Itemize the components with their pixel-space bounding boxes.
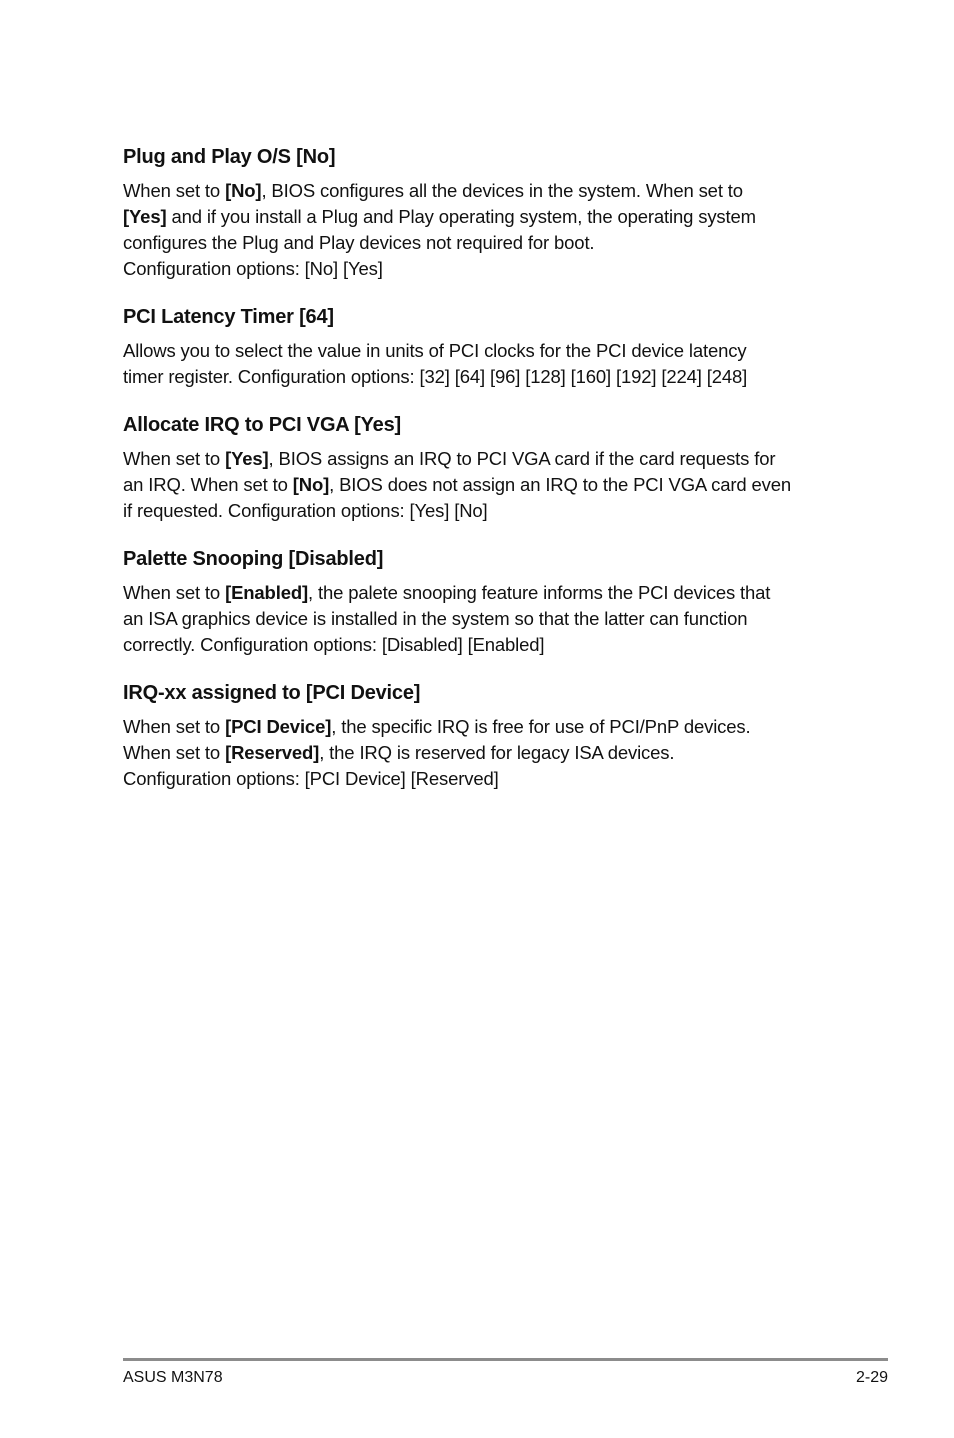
section-heading: Allocate IRQ to PCI VGA [Yes] <box>123 414 401 436</box>
section-plug-and-play <box>123 144 853 282</box>
footer-divider <box>123 1358 888 1361</box>
footer-page-number: 2-29 <box>855 1369 888 1386</box>
page-content <box>123 144 853 814</box>
section-irq-assigned <box>123 680 853 792</box>
footer-product-name: ASUS M3N78 <box>123 1369 223 1386</box>
section-body: When set to [Enabled], the palete snooping feature informs the PCI devices that an ISA graphics device is installed in the system so that the latter can function correctly. Configuration options: [Disabled] [Enabled] <box>123 582 771 655</box>
section-pci-latency-timer <box>123 304 853 390</box>
section-heading: IRQ-xx assigned to [PCI Device] <box>123 682 421 704</box>
section-allocate-irq-vga <box>123 412 853 524</box>
section-heading: PCI Latency Timer [64] <box>123 306 334 328</box>
section-heading: Palette Snooping [Disabled] <box>123 548 384 570</box>
section-body: When set to [No], BIOS configures all the devices in the system. When set to [Yes] and if you install a Plug and Play operating system, the operating system configures the Plug and Play devices not required for boot. Configuration options: [No] [Yes] <box>123 180 756 279</box>
section-body: Allows you to select the value in units of PCI clocks for the PCI device latency timer register. Configuration options: [32] [64] [96] [128] [160] [192] [224] [248] <box>123 340 748 387</box>
section-body: When set to [Yes], BIOS assigns an IRQ to PCI VGA card if the card requests for an IRQ. When set to [No], BIOS does not assign an IRQ to the PCI VGA card even if requested. Configuration options: [Yes] [No] <box>123 448 791 521</box>
section-palette-snooping <box>123 546 853 658</box>
section-body: When set to [PCI Device], the specific IRQ is free for use of PCI/PnP devices. When set to [Reserved], the IRQ is reserved for legacy ISA devices. Configuration options: [PCI Device] [Reserved] <box>123 716 751 789</box>
section-heading: Plug and Play O/S [No] <box>123 146 336 168</box>
